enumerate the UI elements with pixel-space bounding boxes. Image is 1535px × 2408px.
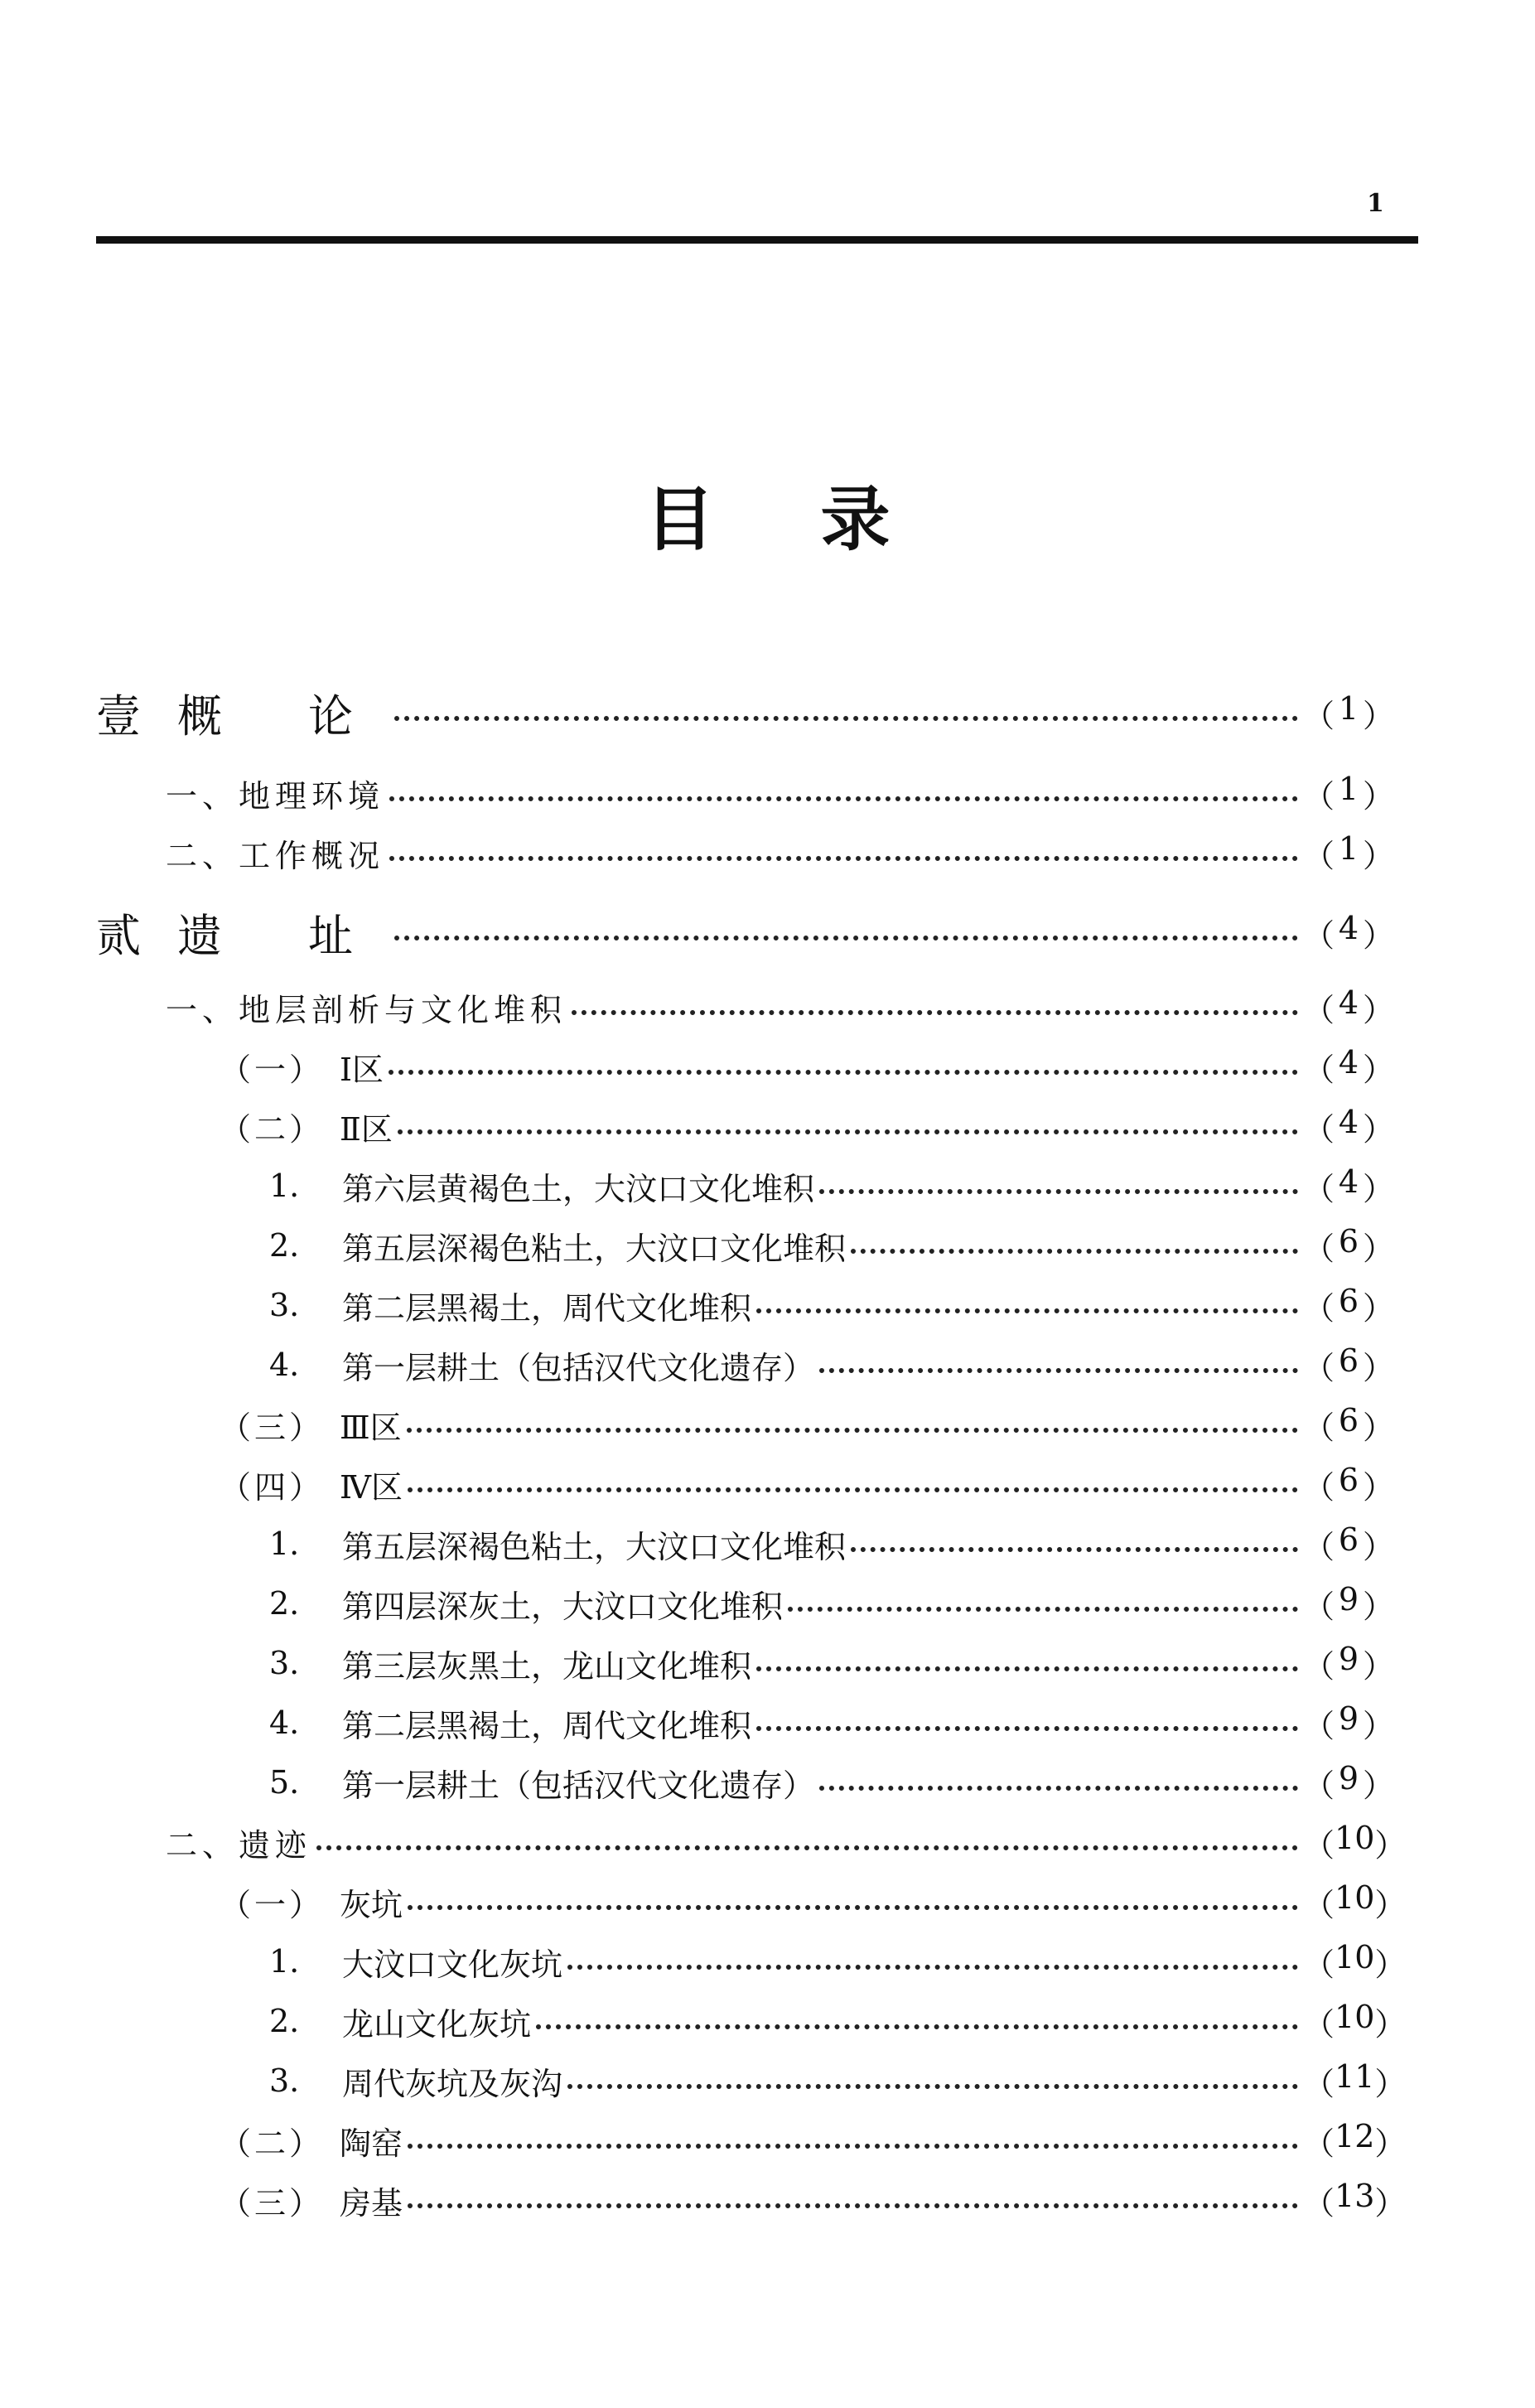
toc-label: 陶窑 xyxy=(340,2125,403,2162)
toc-label: Ⅱ区 xyxy=(340,1110,393,1148)
leader-dots xyxy=(819,1363,1298,1373)
toc-label: 二、工作概况 xyxy=(166,837,385,874)
toc-prefix: （四） xyxy=(220,1468,325,1506)
toc-page: （ 6 ） xyxy=(1303,1401,1394,1446)
toc-entry[interactable] xyxy=(220,2111,1407,2169)
toc-page: （ 4 ） xyxy=(1303,1043,1394,1088)
toc-label: 第四层深灰土，大汶口文化堆积 xyxy=(342,1588,784,1625)
leader-dots xyxy=(398,1124,1298,1134)
toc-prefix: 2. xyxy=(269,1227,300,1264)
leader-dots xyxy=(408,1900,1298,1910)
toc-label: Ⅲ区 xyxy=(340,1409,402,1446)
toc-prefix: （三） xyxy=(220,2184,325,2222)
toc-label: 一、地层剖析与文化堆积 xyxy=(166,991,567,1028)
toc-page: （ 6 ） xyxy=(1303,1521,1394,1565)
leader-dots xyxy=(788,1602,1298,1612)
leader-dots xyxy=(851,1244,1298,1254)
toc-entry[interactable] xyxy=(220,1037,1394,1095)
toc-entry[interactable] xyxy=(220,2171,1407,2229)
toc-page: （ 10 ） xyxy=(1303,1819,1407,1864)
leader-dots xyxy=(567,1960,1298,1970)
toc-entry[interactable] xyxy=(269,1992,1407,2050)
toc-page: （ 10 ） xyxy=(1303,1938,1407,1983)
toc-prefix: （二） xyxy=(220,1110,325,1148)
toc-label: 周代灰坑及灰沟 xyxy=(342,2065,563,2102)
toc-prefix: 3. xyxy=(269,1645,300,1681)
leader-dots xyxy=(536,2019,1298,2029)
toc-page: （ 11 ） xyxy=(1303,2057,1407,2102)
toc-entry[interactable] xyxy=(166,824,1394,882)
toc-prefix: 4. xyxy=(269,1704,300,1741)
leader-dots xyxy=(819,1781,1298,1791)
toc-page: （ 9 ） xyxy=(1303,1580,1394,1625)
leader-dots xyxy=(389,791,1298,801)
leader-dots xyxy=(756,1661,1298,1671)
toc-label: Ⅳ区 xyxy=(340,1468,403,1506)
leader-dots xyxy=(407,1423,1298,1433)
leader-dots xyxy=(408,2139,1298,2149)
toc-label: 壹概 xyxy=(96,689,258,742)
toc-page: （ 10 ） xyxy=(1303,1998,1407,2043)
toc-entry[interactable] xyxy=(269,1634,1394,1692)
toc-prefix: 3. xyxy=(269,2062,300,2099)
toc-label: Ⅰ区 xyxy=(340,1051,384,1088)
toc-entry[interactable] xyxy=(269,1753,1394,1811)
leader-dots xyxy=(394,711,1298,721)
page-title: 目录 xyxy=(644,478,997,560)
toc-chapter-2[interactable] xyxy=(96,903,1394,961)
toc-entry[interactable] xyxy=(220,1097,1394,1155)
toc-entry[interactable] xyxy=(269,1932,1407,1990)
toc-chapter-1[interactable] xyxy=(96,684,1394,742)
leader-dots xyxy=(819,1184,1298,1194)
toc-prefix: 2. xyxy=(269,2003,300,2039)
toc-label: 贰遗 xyxy=(96,909,258,962)
toc-entry[interactable] xyxy=(269,1694,1394,1752)
toc-label: 第五层深褐色粘土，大汶口文化堆积 xyxy=(342,1528,847,1565)
toc-page: （ 12 ） xyxy=(1303,2117,1407,2162)
toc-label: 第五层深褐色粘土，大汶口文化堆积 xyxy=(342,1230,847,1267)
toc-label: 房基 xyxy=(340,2184,403,2222)
leader-dots xyxy=(756,1721,1298,1731)
toc-prefix: 2. xyxy=(269,1585,300,1622)
toc-page: （ 6 ） xyxy=(1303,1461,1394,1506)
toc-entry[interactable] xyxy=(269,1336,1394,1394)
toc-page: （ 1 ） xyxy=(1303,829,1394,874)
leader-dots xyxy=(408,2198,1298,2208)
toc-label: 第三层灰黑土，龙山文化堆积 xyxy=(342,1647,752,1685)
toc-page: （ 4 ） xyxy=(1303,984,1394,1028)
page-number: 1 xyxy=(1367,189,1384,218)
toc-page: （ 4 ） xyxy=(1303,1103,1394,1148)
leader-dots xyxy=(408,1482,1298,1492)
toc-page: （ 10 ） xyxy=(1303,1879,1407,1923)
toc-entry[interactable] xyxy=(166,978,1394,1036)
toc-entry[interactable] xyxy=(220,1395,1394,1453)
toc-label: 二、遗迹 xyxy=(166,1826,312,1864)
toc-prefix: 1. xyxy=(269,1168,300,1204)
toc-entry[interactable] xyxy=(220,1873,1407,1931)
toc-page: （ 1 ） xyxy=(1303,689,1394,734)
toc-page: （ 1 ） xyxy=(1303,770,1394,815)
leader-dots xyxy=(389,851,1298,861)
toc-prefix: 5. xyxy=(269,1764,300,1801)
toc-prefix: （一） xyxy=(220,1051,325,1088)
toc-entry[interactable] xyxy=(166,764,1394,822)
toc-prefix: 3. xyxy=(269,1287,300,1323)
toc-prefix: 1. xyxy=(269,1526,300,1562)
toc-page: （ 6 ） xyxy=(1303,1342,1394,1386)
toc-prefix: （一） xyxy=(220,1886,325,1923)
toc-label: 第二层黑褐土，周代文化堆积 xyxy=(342,1707,752,1744)
toc-label: 第一层耕土（包括汉代文化遗存） xyxy=(342,1349,815,1386)
toc-prefix: 1. xyxy=(269,1943,300,1980)
leader-dots xyxy=(316,1840,1298,1850)
toc-page: （ 6 ） xyxy=(1303,1222,1394,1267)
toc-label: 灰坑 xyxy=(340,1886,403,1923)
toc-label: 大汶口文化灰坑 xyxy=(342,1946,563,1983)
toc-entry[interactable] xyxy=(220,1455,1394,1513)
toc-label-end: 址 xyxy=(308,909,389,962)
toc-prefix: （二） xyxy=(220,2125,325,2162)
toc-page: （ 13 ） xyxy=(1303,2177,1407,2222)
toc-page: （ 4 ） xyxy=(1303,1163,1394,1207)
toc-entry[interactable] xyxy=(269,1515,1394,1573)
leader-dots xyxy=(389,1065,1298,1075)
toc-entry[interactable] xyxy=(269,1276,1394,1334)
toc-entry[interactable] xyxy=(269,1574,1394,1632)
toc-page: （ 9 ） xyxy=(1303,1700,1394,1744)
toc-page: （ 6 ） xyxy=(1303,1282,1394,1327)
toc-label-end: 论 xyxy=(308,689,389,742)
toc-label: 第六层黄褐色土，大汶口文化堆积 xyxy=(342,1170,815,1207)
leader-dots xyxy=(394,931,1298,940)
toc-entry[interactable] xyxy=(166,1813,1407,1871)
toc-page: （ 9 ） xyxy=(1303,1759,1394,1804)
toc-prefix: 4. xyxy=(269,1347,300,1383)
toc-label: 一、地理环境 xyxy=(166,777,385,815)
toc-prefix: （三） xyxy=(220,1409,325,1446)
toc-entry[interactable] xyxy=(269,1157,1394,1215)
toc-page: （ 4 ） xyxy=(1303,909,1394,954)
toc-entry[interactable] xyxy=(269,1216,1394,1274)
leader-dots xyxy=(851,1542,1298,1552)
toc-label: 第二层黑褐土，周代文化堆积 xyxy=(342,1289,752,1327)
toc-entry[interactable] xyxy=(269,2052,1407,2110)
toc-label: 龙山文化灰坑 xyxy=(342,2005,532,2043)
toc-label: 第一层耕土（包括汉代文化遗存） xyxy=(342,1767,815,1804)
leader-dots xyxy=(756,1303,1298,1313)
toc-page: （ 9 ） xyxy=(1303,1640,1394,1685)
leader-dots xyxy=(567,2079,1298,2089)
leader-dots xyxy=(572,1005,1298,1015)
